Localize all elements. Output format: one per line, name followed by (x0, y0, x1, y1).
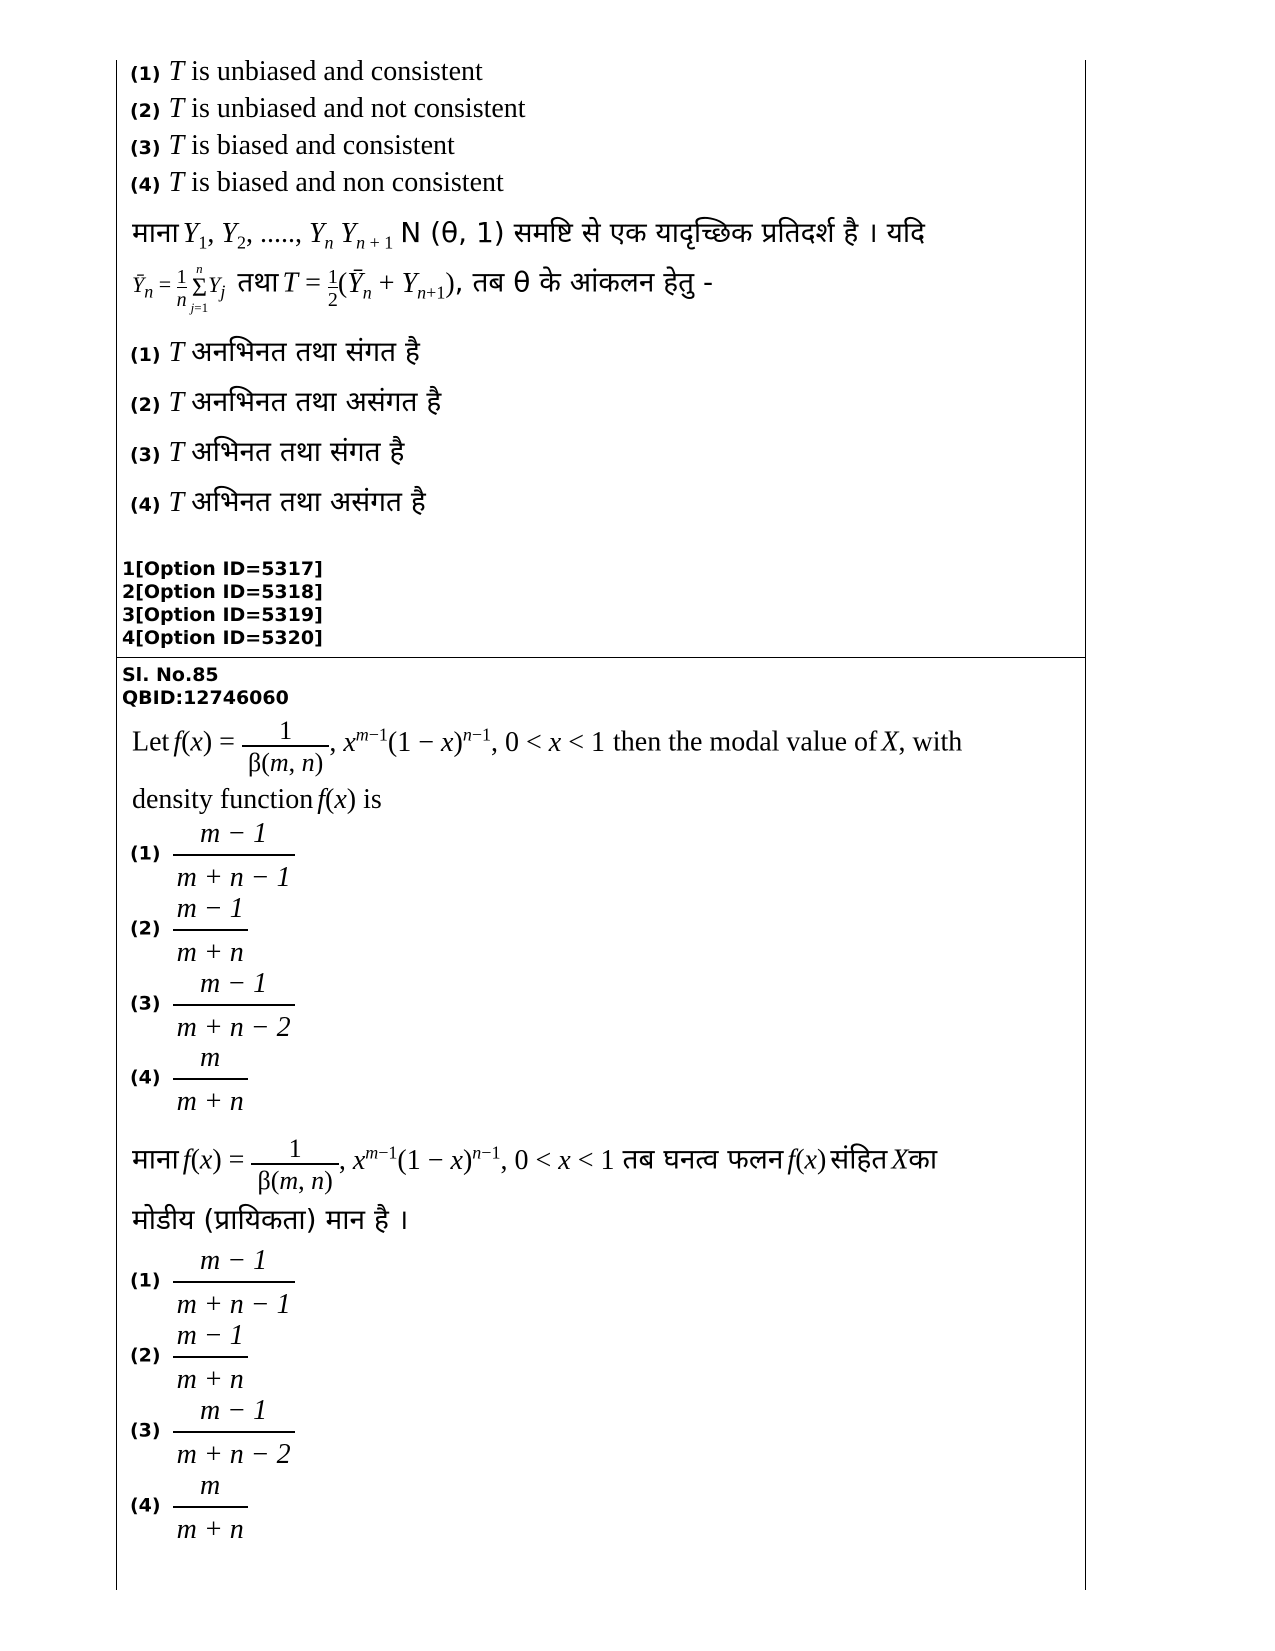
left-border (116, 60, 117, 1590)
option-id: 2[Option ID=5318] (122, 581, 323, 603)
right-border (1085, 60, 1086, 1590)
option-id: 3[Option ID=5319] (122, 604, 323, 626)
q85-option-hi-4: (4) $\frac{m}{m + n}$ (130, 1470, 248, 1546)
q84-option-hi-1: (1) T अनभिनत तथा संगत है (130, 335, 420, 368)
serial-number: Sl. No.85 (122, 664, 219, 686)
q84-option-en-3: (3) T is biased and consistent (130, 130, 455, 161)
q84-option-hi-3: (3) T अभिनत तथा संगत है (130, 435, 405, 468)
q84-hindi-stem-line1: माना $Y_1$, $Y_2$, ....., $Y_n$ $Y_{n + 1}$ N (θ, 1) समष्टि से एक यादृच्छिक प्रतिदर्श है । यदि (132, 216, 926, 253)
q84-option-hi-4: (4) T अभिनत तथा असंगत है (130, 485, 426, 518)
question-divider (116, 657, 1086, 658)
q85-option-hi-1: (1) $\frac{m - 1}{m + n - 1}$ (130, 1245, 295, 1321)
q85-option-hi-2: (2) $\frac{m - 1}{m + n}$ (130, 1320, 248, 1396)
q84-option-en-4: (4) T is biased and non consistent (130, 167, 504, 198)
q85-option-hi-3: (3) $\frac{m - 1}{m + n - 2}$ (130, 1395, 295, 1471)
q85-hindi-stem-line1: माना f(x) = $\frac{1}{\beta(m, n)}$ , $x^{m-1}(1 - x)^{n-1}$, 0 < x < 1 तब घनत्व फलन f(x) संहित Xका (132, 1134, 938, 1195)
q85-english-stem-line1: Let f(x) = $\frac{1}{\beta(m, n)}$ , $x^{m-1}(1 - x)^{n-1}$, 0 < x < 1 then the modal value of X, with (132, 716, 963, 777)
q85-option-en-2: (2) $\frac{m - 1}{m + n}$ (130, 893, 248, 969)
option-id: 4[Option ID=5320] (122, 627, 323, 649)
q85-hindi-stem-line2: मोडीय (प्रायिकता) मान है । (132, 1203, 409, 1236)
q84-option-en-2: (2) T is unbiased and not consistent (130, 93, 526, 124)
q85-option-en-3: (3) $\frac{m - 1}{m + n - 2}$ (130, 968, 295, 1044)
q84-option-en-1: (1) T is unbiased and consistent (130, 56, 483, 87)
option-id: 1[Option ID=5317] (122, 558, 323, 580)
q85-option-en-1: (1) $\frac{m - 1}{m + n - 1}$ (130, 818, 295, 894)
q85-option-en-4: (4) $\frac{m}{m + n}$ (130, 1042, 248, 1118)
q84-option-hi-2: (2) T अनभिनत तथा असंगत है (130, 385, 442, 418)
q84-hindi-stem-line2: $Ȳ_n$ = $\frac{1}{n}$ n Σ j=1 $Y_j$ तथा T = $\frac{1}{2}$ $(Ȳ_n + Y_{n+1})$, तब θ के आंकलन हेतु - (132, 261, 714, 315)
question-header (122, 664, 289, 710)
option-id-list (122, 558, 323, 650)
qbid: QBID:12746060 (122, 687, 289, 709)
q85-english-stem-line2: density function f(x) is (132, 784, 382, 815)
